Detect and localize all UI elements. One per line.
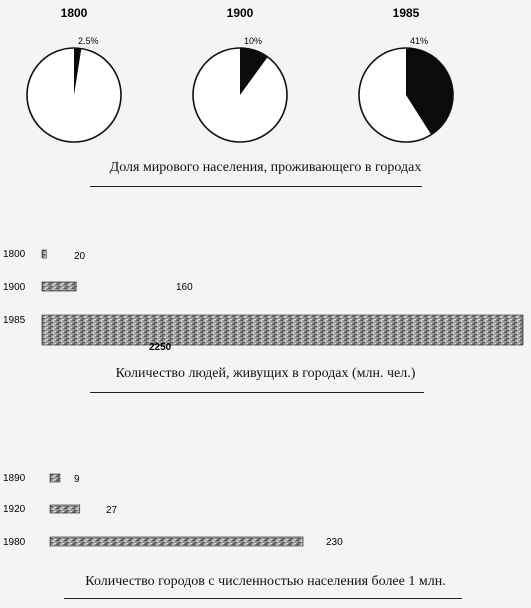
pie-value-label-1900: 10% [244,36,263,46]
pie-year-label-1900: 1900 [226,6,254,20]
people-bar-1900 [42,282,76,291]
people-value-label-1900: 160 [176,282,193,293]
cities-value-label-1920: 27 [106,505,118,516]
pie-charts-caption: Доля мирового населения, проживающего в городах [109,160,422,175]
urban-population-bars-group [3,249,523,353]
people-bar-1800 [42,250,46,258]
pie-value-label-1800: 2.5% [78,36,99,46]
people-year-label-1800: 1800 [3,249,26,260]
people-value-label-1800: 20 [74,251,86,262]
people-bar-1985 [42,315,523,345]
people-year-label-1985: 1985 [3,315,26,326]
pie-year-label-1800: 1800 [60,6,88,20]
cities-value-label-1980: 230 [326,537,343,548]
urban-population-caption: Количество людей, живущих в городах (млн. чел.) [115,366,416,381]
million-cities-caption: Количество городов с численностью населения более 1 млн. [85,574,446,589]
million-cities-caption-underline [64,598,462,599]
cities-year-label-1980: 1980 [3,537,26,548]
people-year-label-1900: 1900 [3,282,26,293]
cities-bar-1980 [50,537,303,546]
pie-value-label-1985: 41% [410,36,429,46]
million-cities-bars-group [3,473,343,548]
people-value-label-1985: 2250 [149,342,172,353]
cities-value-label-1890: 9 [74,474,80,485]
urban-population-caption-underline [90,392,424,393]
pie-year-label-1985: 1985 [392,6,420,20]
cities-bar-1890 [50,474,60,482]
cities-bar-1920 [50,505,80,513]
cities-year-label-1920: 1920 [3,504,26,515]
cities-year-label-1890: 1890 [3,473,26,484]
pie-caption-underline [90,186,422,187]
pie-charts-group [27,6,453,142]
